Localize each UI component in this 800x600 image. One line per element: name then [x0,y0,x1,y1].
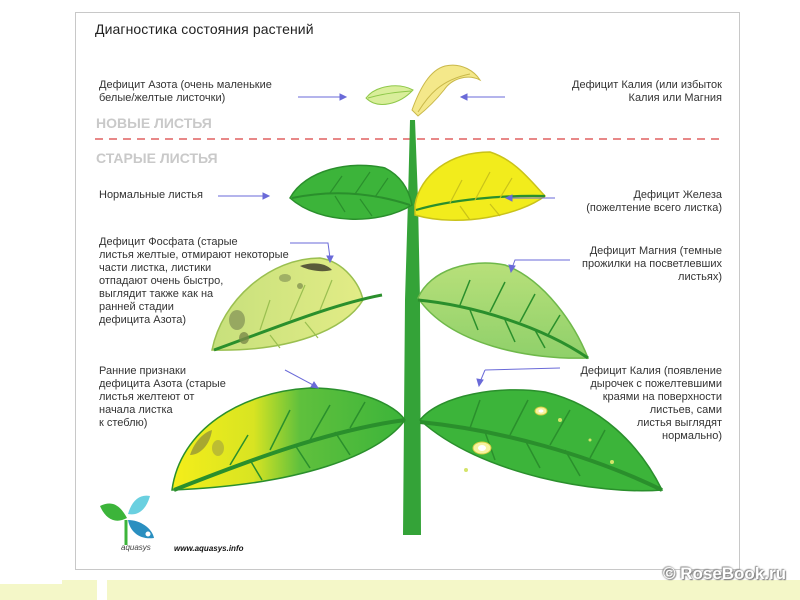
zone-label-new-leaves: НОВЫЕ ЛИСТЬЯ [96,115,212,131]
label-phosphate-line: ранней стадии [99,301,174,313]
label-iron-line: Дефицит Железа [633,189,722,201]
arrowhead-nitrogen-new [340,94,346,100]
aquasys-logo-icon [100,496,154,545]
logo-brand-text: aquasys [121,543,151,552]
label-magnesium-line: листьях) [678,271,722,283]
label-nitrogen-new-line: белые/желтые листочки) [99,92,226,104]
label-magnesium-line: прожилки на посветлевших [582,258,722,270]
zone-label-old-leaves: СТАРЫЕ ЛИСТЬЯ [96,150,218,166]
arrowhead-potassium-spots [477,379,483,386]
arrow-magnesium [512,260,570,268]
label-phosphate-line: Дефицит Фосфата (старые [99,236,238,248]
label-nitrogen-early-line: Ранние признаки [99,365,186,377]
label-iron-line: (пожелтение всего листка) [586,202,722,214]
label-nitrogen-early-line: листья желтеют от [99,391,195,403]
site-url-link[interactable]: www.aquasys.info [174,544,244,553]
bottom-band-notch [0,580,62,584]
label-phosphate-line: дефицита Азота) [99,314,187,326]
label-magnesium [582,245,722,284]
label-nitrogen-early-line: к стеблю) [99,417,148,429]
label-phosphate-line: листья желтые, отмирают некоторые [99,249,289,261]
label-potassium-spots-line: нормально) [662,430,722,442]
new-leaf-pale [366,86,413,105]
arrow-phosphate [290,243,330,258]
label-magnesium-line: Дефицит Магния (темные [589,245,722,257]
label-phosphate-line: выглядит также как на [99,288,214,300]
label-phosphate-line: части листка, листики [99,262,212,274]
arrow-potassium-spots [485,368,560,370]
label-iron [586,189,722,215]
label-phosphate-line: отпадают очень быстро, [99,275,224,287]
label-normal [99,189,203,202]
label-nitrogen-early-line: дефицита Азота (старые [99,378,226,390]
label-potassium-new [572,79,722,105]
copyright-watermark: © RoseBook.ru [662,564,786,583]
label-nitrogen-early [99,365,226,430]
arrowhead-nitrogen-early [311,382,318,388]
label-potassium-new-line: Дефицит Калия (или избыток [572,79,722,91]
label-potassium-spots [580,365,722,443]
arrow-nitrogen-early [285,370,315,386]
label-phosphate [99,236,289,327]
label-potassium-spots-line: дырочек с пожелтевшими [590,378,722,390]
label-normal-line: Нормальные листья [99,189,203,201]
arrowhead-normal [263,193,269,199]
label-potassium-spots-line: Дефицит Калия (появление [580,365,722,377]
label-potassium-new-line: Калия или Магния [628,92,722,104]
diagram-title: Диагностика состояния растений [95,21,314,37]
label-nitrogen-early-line: начала листка [99,404,173,416]
new-leaf-yellow-curl [412,65,480,116]
leaf-normal [290,165,412,219]
label-potassium-spots-line: краями на поверхности [602,391,722,403]
leaf-iron-deficit [415,152,545,220]
label-nitrogen-new-line: Дефицит Азота (очень маленькие [99,79,272,91]
label-potassium-spots-line: листья выглядят [636,417,722,429]
arrowhead-potassium-new [461,94,467,100]
leaf-magnesium-deficit [418,263,588,358]
label-nitrogen-new [99,79,272,105]
bottom-band-gap [97,580,107,600]
plant-stem [403,120,421,535]
label-potassium-spots-line: листьев, сами [649,404,722,416]
